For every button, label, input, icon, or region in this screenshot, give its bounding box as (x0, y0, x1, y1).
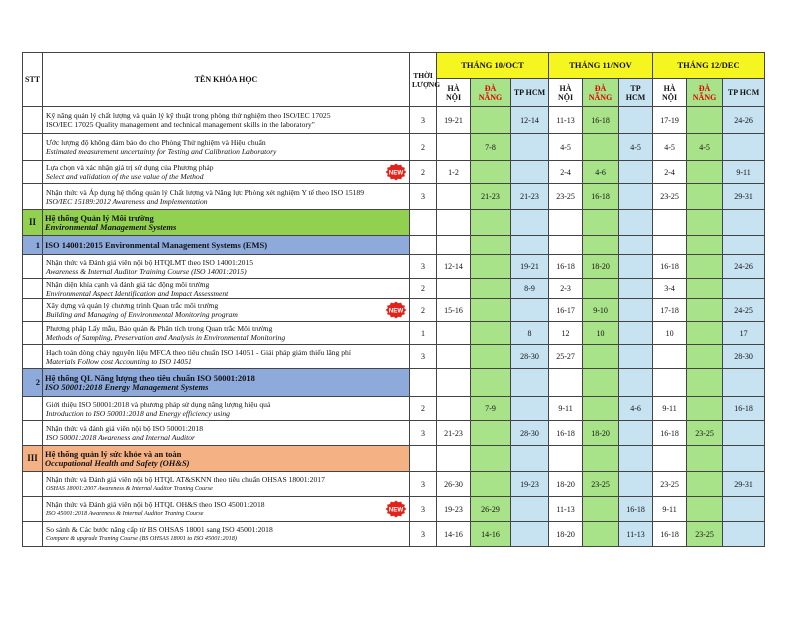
date-cell-oct-hanoi: 26-30 (437, 472, 471, 497)
date-cell-nov-danang: 9-10 (583, 299, 619, 322)
date-cell-oct-danang: 21-23 (471, 184, 511, 210)
course-row (23, 397, 765, 421)
city-header-hcm: TP HCM (619, 79, 653, 107)
course-row (23, 497, 765, 522)
date-cell-nov-hanoi (549, 236, 583, 255)
course-name (43, 322, 410, 345)
city-header-danang: ĐÀ NẴNG (471, 79, 511, 107)
date-cell-dec-hanoi: 17-18 (653, 299, 687, 322)
date-cell-oct-hanoi (437, 397, 471, 421)
course-row (23, 134, 765, 161)
date-cell-nov-hcm (619, 279, 653, 299)
date-cell-oct-hanoi (437, 236, 471, 255)
date-cell-dec-hanoi (653, 345, 687, 369)
date-cell-nov-hanoi: 2-3 (549, 279, 583, 299)
date-cell-dec-hanoi: 9-11 (653, 397, 687, 421)
date-cell-oct-hanoi (437, 184, 471, 210)
course-name-en: ISO/IEC 17025 Quality management and technical management skills in the laboratory" (46, 120, 315, 129)
date-cell-nov-hcm (619, 299, 653, 322)
date-cell-dec-danang (687, 107, 723, 134)
section-number: II (23, 210, 43, 236)
course-name-vi: Xây dựng và quản lý chương trình Quan trắc môi trường (46, 301, 219, 310)
date-cell-dec-danang (687, 299, 723, 322)
duration-cell: 2 (410, 299, 437, 322)
date-cell-oct-hanoi (437, 345, 471, 369)
date-cell-nov-danang (583, 210, 619, 236)
date-cell-nov-hanoi: 18-20 (549, 522, 583, 547)
date-cell-dec-hcm: 29-31 (723, 184, 765, 210)
city-header-hcm: TP HCM (723, 79, 765, 107)
date-cell-dec-hanoi: 16-18 (653, 255, 687, 279)
date-cell-dec-hcm: 16-18 (723, 397, 765, 421)
date-cell-oct-hanoi: 14-16 (437, 522, 471, 547)
date-cell-dec-danang (687, 210, 723, 236)
section-row (23, 210, 765, 236)
section-title-en: ISO 50001:2018 Energy Management Systems (45, 381, 209, 392)
duration-cell: 1 (410, 322, 437, 345)
course-name (43, 184, 410, 210)
date-cell-dec-danang (687, 397, 723, 421)
duration-cell: 2 (410, 397, 437, 421)
date-cell-oct-danang: 7-8 (471, 134, 511, 161)
stt-header: STT (23, 53, 43, 107)
stt-cell (23, 299, 43, 322)
course-name (43, 397, 410, 421)
course-name-en: ISO 45001:2018 Awareness & Internal Auditor Traning Course (46, 510, 204, 517)
course-row (23, 299, 765, 322)
date-cell-nov-hcm: 4-5 (619, 134, 653, 161)
date-cell-dec-hanoi: 16-18 (653, 421, 687, 446)
date-cell-nov-hanoi: 9-11 (549, 397, 583, 421)
date-cell-nov-hanoi: 23-25 (549, 184, 583, 210)
date-cell-oct-hcm (511, 446, 549, 472)
date-cell-dec-danang (687, 184, 723, 210)
date-cell-dec-hanoi: 3-4 (653, 279, 687, 299)
stt-cell (23, 421, 43, 446)
date-cell-oct-hcm (511, 161, 549, 184)
stt-cell (23, 472, 43, 497)
section-number: 1 (23, 236, 43, 255)
date-cell-nov-hcm (619, 322, 653, 345)
date-cell-dec-danang (687, 345, 723, 369)
date-cell-dec-hanoi: 17-19 (653, 107, 687, 134)
date-cell-oct-danang (471, 255, 511, 279)
course-name-en: OSHAS 18001:2007 Awareness & Internal Auditor Traning Course (46, 485, 213, 492)
date-cell-dec-hanoi (653, 446, 687, 472)
stt-cell (23, 397, 43, 421)
course-name-vi: Ước lượng độ không đảm bảo đo cho Phòng Thử nghiệm và Hiệu chuẩn (46, 138, 266, 147)
city-header-danang: ĐÀ NẴNG (583, 79, 619, 107)
course-name (43, 421, 410, 446)
date-cell-oct-danang (471, 472, 511, 497)
section-title-en: Occupational Health and Safety (OH&S) (45, 457, 190, 468)
date-cell-nov-hcm: 11-13 (619, 522, 653, 547)
course-name-vi: Nhận thức và Đánh giá viên nội bộ HTQL AT&SKNN theo tiêu chuẩn OHSAS 18001:2017 (46, 475, 325, 484)
date-cell-nov-hcm: 4-6 (619, 397, 653, 421)
date-cell-oct-hanoi: 21-23 (437, 421, 471, 446)
date-cell-dec-danang (687, 369, 723, 397)
date-cell-oct-hcm (511, 369, 549, 397)
date-cell-nov-hcm (619, 345, 653, 369)
date-cell-oct-hcm: 28-30 (511, 345, 549, 369)
date-cell-oct-hcm: 28-30 (511, 421, 549, 446)
course-name (43, 497, 410, 522)
date-cell-dec-hanoi: 23-25 (653, 472, 687, 497)
date-cell-nov-hanoi (549, 446, 583, 472)
stt-cell (23, 107, 43, 134)
date-cell-dec-hcm: 24-26 (723, 255, 765, 279)
date-cell-nov-danang: 10 (583, 322, 619, 345)
date-cell-nov-hcm (619, 369, 653, 397)
section-title (43, 236, 410, 255)
duration-cell: 2 (410, 279, 437, 299)
date-cell-nov-hanoi: 11-13 (549, 107, 583, 134)
date-cell-nov-danang: 16-18 (583, 107, 619, 134)
date-cell-nov-danang (583, 236, 619, 255)
date-cell-oct-danang (471, 161, 511, 184)
course-name-en: Select and validation of the use value of the Method (46, 172, 204, 181)
course-name-vi: Giới thiệu ISO 50001:2018 và phương pháp sử dụng năng lượng hiệu quả (46, 399, 271, 409)
date-cell-dec-hanoi (653, 369, 687, 397)
date-cell-nov-danang: 18-20 (583, 255, 619, 279)
stt-cell (23, 279, 43, 299)
course-name-en: Compare & upgrade Traning Course (BS OHSAS 18001 to ISO 45001:2018) (46, 535, 237, 542)
section-row (23, 446, 765, 472)
date-cell-dec-danang (687, 236, 723, 255)
section-title-vi: Hệ thống Quản lý Môi trường (45, 212, 154, 223)
date-cell-dec-danang (687, 472, 723, 497)
date-cell-dec-hcm (723, 369, 765, 397)
date-cell-dec-hanoi: 4-5 (653, 134, 687, 161)
date-cell-oct-hcm: 21-23 (511, 184, 549, 210)
training-schedule-table (22, 52, 765, 547)
date-cell-dec-hcm (723, 522, 765, 547)
date-cell-oct-hcm: 8 (511, 322, 549, 345)
date-cell-nov-danang (583, 134, 619, 161)
date-cell-nov-hanoi: 11-13 (549, 497, 583, 522)
course-name-en: Methods of Sampling, Preservation and Analysis in Environmental Monitoring (46, 333, 286, 342)
date-cell-oct-danang (471, 210, 511, 236)
stt-cell (23, 134, 43, 161)
date-cell-dec-hcm (723, 134, 765, 161)
duration-cell: 3 (410, 421, 437, 446)
date-cell-oct-hcm (511, 210, 549, 236)
date-cell-oct-hanoi (437, 369, 471, 397)
section-title (43, 446, 410, 472)
date-cell-dec-hcm: 28-30 (723, 345, 765, 369)
date-cell-oct-hcm (511, 397, 549, 421)
date-cell-nov-hanoi (549, 210, 583, 236)
date-cell-oct-hcm: 12-14 (511, 107, 549, 134)
new-badge-icon (385, 500, 407, 518)
date-cell-nov-hcm (619, 184, 653, 210)
city-header-hanoi: HÀ NỘI (549, 79, 583, 107)
date-cell-dec-hcm (723, 446, 765, 472)
duration-cell: 2 (410, 134, 437, 161)
section-row (23, 236, 765, 255)
date-cell-dec-danang (687, 322, 723, 345)
duration-cell (410, 210, 437, 236)
date-cell-dec-danang (687, 255, 723, 279)
section-title-vi: Hệ thống QL Năng lượng theo tiêu chuẩn ISO 50001:2018 (45, 372, 255, 383)
date-cell-dec-hanoi: 10 (653, 322, 687, 345)
date-cell-dec-hcm: 9-11 (723, 161, 765, 184)
date-cell-oct-hanoi (437, 279, 471, 299)
duration-cell (410, 369, 437, 397)
duration-header: THỜI LƯỢNG (410, 53, 437, 107)
date-cell-dec-hcm (723, 279, 765, 299)
date-cell-dec-hanoi (653, 210, 687, 236)
date-cell-nov-hcm (619, 255, 653, 279)
course-row (23, 472, 765, 497)
date-cell-dec-hcm (723, 210, 765, 236)
course-row (23, 184, 765, 210)
course-name-vi: So sánh & Các bước nâng cấp từ BS OHSAS 18001 sang ISO 45001:2018 (46, 525, 273, 534)
date-cell-nov-hcm (619, 161, 653, 184)
course-name-vi: Hạch toán dòng chảy nguyên liệu MFCA theo tiêu chuẩn ISO 14051 - Giải pháp giảm thiểu lãng phí (46, 347, 351, 357)
duration-cell: 3 (410, 107, 437, 134)
course-row (23, 322, 765, 345)
date-cell-nov-danang (583, 279, 619, 299)
date-cell-nov-hanoi: 2-4 (549, 161, 583, 184)
month-header-nov: THÁNG 11/NOV (549, 53, 653, 79)
new-badge-label: NEW (388, 506, 404, 514)
date-cell-nov-danang (583, 446, 619, 472)
date-cell-nov-hcm (619, 236, 653, 255)
duration-cell: 3 (410, 497, 437, 522)
course-name-vi: Nhận thức và đánh giá viên nội bộ ISO 50001:2018 (46, 424, 204, 433)
date-cell-dec-hanoi: 16-18 (653, 522, 687, 547)
date-cell-oct-danang (471, 421, 511, 446)
date-cell-nov-danang: 23-25 (583, 472, 619, 497)
date-cell-oct-hanoi: 12-14 (437, 255, 471, 279)
date-cell-oct-hanoi (437, 446, 471, 472)
date-cell-oct-hcm: 19-23 (511, 472, 549, 497)
duration-cell: 3 (410, 472, 437, 497)
course-name-en: ISO/IEC 15189:2012 Awareness and Implementation (46, 196, 208, 206)
date-cell-nov-danang (583, 345, 619, 369)
date-cell-nov-hanoi: 25-27 (549, 345, 583, 369)
course-name-vi: Kỹ năng quản lý chất lượng và quản lý kỹ thuật trong phòng thử nghiệm theo ISO/IEC 17025 (46, 111, 331, 120)
date-cell-oct-danang (471, 107, 511, 134)
course-name-vi: Lựa chọn và xác nhận giá trị sử dụng của Phương pháp (46, 163, 214, 172)
date-cell-nov-danang (583, 522, 619, 547)
course-row (23, 279, 765, 299)
date-cell-nov-hanoi: 16-18 (549, 255, 583, 279)
duration-cell: 2 (410, 161, 437, 184)
schedule-body (23, 107, 765, 547)
duration-cell: 3 (410, 184, 437, 210)
date-cell-oct-hanoi: 15-16 (437, 299, 471, 322)
course-name-vi: Phương pháp Lấy mẫu, Bảo quản & Phân tích trong Quan trắc Môi trường (46, 324, 273, 333)
date-cell-nov-danang: 18-20 (583, 421, 619, 446)
date-cell-dec-hanoi: 23-25 (653, 184, 687, 210)
date-cell-dec-hcm (723, 421, 765, 446)
date-cell-oct-hcm (511, 236, 549, 255)
date-cell-nov-danang (583, 397, 619, 421)
date-cell-oct-danang: 14-16 (471, 522, 511, 547)
course-name (43, 255, 410, 279)
date-cell-nov-hcm (619, 421, 653, 446)
course-row (23, 255, 765, 279)
date-cell-dec-hcm: 24-26 (723, 107, 765, 134)
course-name-en: Awareness & Internal Auditor Training Course (ISO 14001:2015) (46, 266, 247, 276)
date-cell-dec-danang (687, 161, 723, 184)
course-name-vi: Nhận thức và Đánh giá viên nội bộ HTQL OH&S theo ISO 45001:2018 (46, 500, 265, 509)
section-title-en: Environmental Management Systems (45, 221, 177, 232)
date-cell-nov-danang: 4-6 (583, 161, 619, 184)
course-name-vi: Nhận diện khía cạnh và đánh giá tác động môi trường (46, 279, 210, 289)
stt-cell (23, 255, 43, 279)
date-cell-oct-hanoi (437, 210, 471, 236)
section-title-vi: ISO 14001:2015 Environmental Management Systems (EMS) (45, 239, 268, 250)
date-cell-nov-danang: 16-18 (583, 184, 619, 210)
course-name (43, 522, 410, 547)
date-cell-oct-hcm: 8-9 (511, 279, 549, 299)
date-cell-dec-hcm (723, 236, 765, 255)
date-cell-oct-danang (471, 236, 511, 255)
course-row (23, 421, 765, 446)
course-row (23, 522, 765, 547)
course-name-en: Environmental Aspect Identification and Impact Assessment (46, 288, 229, 298)
date-cell-dec-hcm: 17 (723, 322, 765, 345)
new-badge-label: NEW (388, 307, 404, 315)
duration-cell: 3 (410, 345, 437, 369)
course-row (23, 345, 765, 369)
new-badge-icon (385, 301, 407, 319)
section-row (23, 369, 765, 397)
course-name (43, 279, 410, 299)
date-cell-oct-hcm (511, 522, 549, 547)
date-cell-nov-hanoi: 18-20 (549, 472, 583, 497)
city-header-hcm: TP HCM (511, 79, 549, 107)
date-cell-oct-hcm: 19-21 (511, 255, 549, 279)
date-cell-dec-hcm (723, 497, 765, 522)
date-cell-oct-hcm (511, 497, 549, 522)
stt-cell (23, 322, 43, 345)
month-header-dec: THÁNG 12/DEC (653, 53, 765, 79)
course-name-en: Estimated measurement uncertainty for Testing and Calibration Laboratory (46, 147, 277, 156)
course-name (43, 345, 410, 369)
date-cell-oct-danang (471, 369, 511, 397)
section-title (43, 210, 410, 236)
stt-cell (23, 345, 43, 369)
duration-cell (410, 446, 437, 472)
date-cell-nov-hanoi: 12 (549, 322, 583, 345)
new-badge-label: NEW (388, 169, 404, 177)
date-cell-dec-danang (687, 279, 723, 299)
date-cell-dec-danang: 23-25 (687, 421, 723, 446)
course-name-en: Building and Managing of Environmental Monitoring program (46, 310, 238, 319)
date-cell-dec-danang: 4-5 (687, 134, 723, 161)
date-cell-nov-hanoi (549, 369, 583, 397)
course-name-vi: Nhận thức và Áp dụng hệ thống quản lý Chất lượng và Năng lực Phòng xét nghiệm Y tế theo ISO 15189 (46, 187, 365, 197)
stt-cell (23, 161, 43, 184)
course-name-en: ISO 50001:2018 Awareness and Internal Auditor (46, 433, 195, 442)
stt-cell (23, 522, 43, 547)
course-name (43, 161, 410, 184)
date-cell-nov-hanoi: 16-18 (549, 421, 583, 446)
date-cell-oct-hanoi: 19-21 (437, 107, 471, 134)
date-cell-oct-danang (471, 322, 511, 345)
city-header-hanoi: HÀ NỘI (653, 79, 687, 107)
date-cell-nov-hcm (619, 472, 653, 497)
date-cell-nov-hcm (619, 446, 653, 472)
date-cell-oct-hcm (511, 134, 549, 161)
date-cell-oct-danang (471, 299, 511, 322)
date-cell-nov-hcm: 16-18 (619, 497, 653, 522)
course-row (23, 107, 765, 134)
course-name-en: Introduction to ISO 50001:2018 and Energy efficiency using (46, 408, 230, 418)
section-number: III (23, 446, 43, 472)
course-name (43, 134, 410, 161)
date-cell-oct-danang (471, 279, 511, 299)
course-row (23, 161, 765, 184)
section-title (43, 369, 410, 397)
date-cell-nov-hcm (619, 107, 653, 134)
date-cell-nov-danang (583, 369, 619, 397)
duration-cell: 3 (410, 522, 437, 547)
date-cell-oct-danang: 26-29 (471, 497, 511, 522)
city-header-danang: ĐÀ NẴNG (687, 79, 723, 107)
course-name-vi: Nhận thức và Đánh giá viên nội bộ HTQLMT theo ISO 14001:2015 (46, 257, 254, 267)
course-name (43, 472, 410, 497)
course-name-en: Materials Follow cost Accounting to ISO 14051 (46, 356, 192, 366)
stt-cell (23, 184, 43, 210)
date-cell-oct-danang (471, 345, 511, 369)
date-cell-dec-hcm: 29-31 (723, 472, 765, 497)
new-badge-icon (385, 163, 407, 181)
date-cell-oct-hanoi: 1-2 (437, 161, 471, 184)
date-cell-oct-hcm (511, 299, 549, 322)
section-title-vi: Hệ thống quản lý sức khỏe và an toàn (45, 448, 182, 459)
date-cell-dec-hanoi: 2-4 (653, 161, 687, 184)
date-cell-dec-hcm: 24-25 (723, 299, 765, 322)
duration-cell (410, 236, 437, 255)
city-header-hanoi: HÀ NỘI (437, 79, 471, 107)
course-name (43, 107, 410, 134)
duration-cell: 3 (410, 255, 437, 279)
date-cell-dec-danang (687, 446, 723, 472)
date-cell-oct-hanoi: 19-23 (437, 497, 471, 522)
date-cell-oct-hanoi (437, 322, 471, 345)
date-cell-dec-danang: 23-25 (687, 522, 723, 547)
date-cell-nov-hanoi: 4-5 (549, 134, 583, 161)
date-cell-oct-danang (471, 446, 511, 472)
date-cell-dec-hanoi: 9-11 (653, 497, 687, 522)
date-cell-dec-hanoi (653, 236, 687, 255)
date-cell-nov-danang (583, 497, 619, 522)
date-cell-nov-hcm (619, 210, 653, 236)
date-cell-oct-danang: 7-9 (471, 397, 511, 421)
date-cell-dec-danang (687, 497, 723, 522)
date-cell-nov-hanoi: 16-17 (549, 299, 583, 322)
course-name-header: TÊN KHÓA HỌC (43, 53, 410, 107)
month-header-oct: THÁNG 10/OCT (437, 53, 549, 79)
section-number: 2 (23, 369, 43, 397)
stt-cell (23, 497, 43, 522)
date-cell-oct-hanoi (437, 134, 471, 161)
course-name (43, 299, 410, 322)
